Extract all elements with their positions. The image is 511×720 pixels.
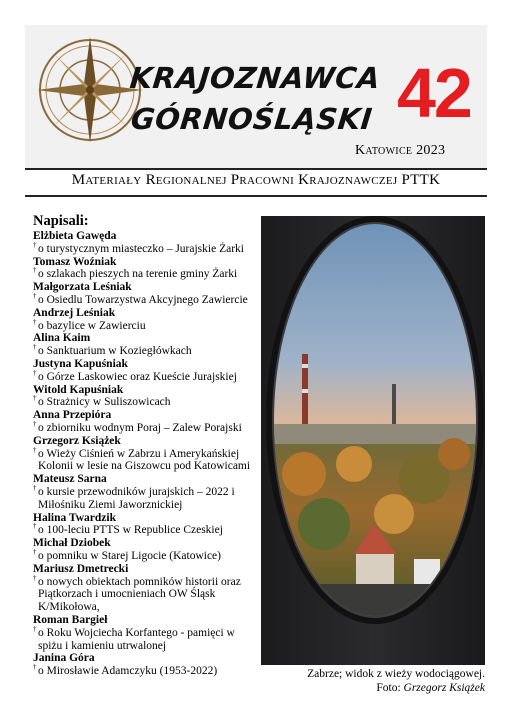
author-name: Anna Przepióra <box>33 409 112 422</box>
credit-name: Grzegorz Książek <box>403 682 485 694</box>
issue-number: 42 <box>397 54 471 132</box>
author-name: Justyna Kapuśniak <box>33 357 128 370</box>
author-name: Alina Kaim <box>33 332 91 345</box>
author-topic: † o zbiorniku wodnym Poraj – Zalew Porajski <box>33 422 261 435</box>
author-topic: † o nowych obiektach pomników historii oraz Piątkorzach i umocnieniach OW Śląsk K/Mikołowa, <box>33 576 261 614</box>
author-topic: † o Strażnicy w Suliszowicach <box>33 396 261 409</box>
author-name: Grzegorz Książek <box>33 434 121 447</box>
magazine-title-line1: KRAJOZNAWCA <box>128 61 382 95</box>
top-divider <box>25 168 487 170</box>
author-topic: † o bazylice w Zawierciu <box>33 320 261 333</box>
author-topic: † o Osiedlu Towarzystwa Akcyjnego Zawiercie <box>33 294 261 307</box>
author-topic: † o szlakach pieszych na terenie gminy Żarki <box>33 268 261 281</box>
author-name: Elżbieta Gawęda <box>33 230 117 242</box>
author-topic: † o Mirosławie Adamczyku (1953-2022) <box>33 665 261 678</box>
author-topic: † o Roku Wojciecha Korfantego - pamięci w spiżu i kamieniu utrwalonej <box>33 627 261 653</box>
author-name: Witold Kapuśniak <box>33 383 124 396</box>
author-name: Janina Góra <box>33 652 95 665</box>
caption-text: Zabrze; widok z wieży wodociągowej. <box>307 668 485 680</box>
author-name: Małgorzata Leśniak <box>33 281 132 294</box>
place-year: Katowice 2023 <box>355 143 446 158</box>
bottom-divider <box>25 195 487 197</box>
author-topic: † o turystycznym miasteczko – Jurajskie Żarki <box>33 243 261 256</box>
authors-heading: Napisali: <box>33 213 89 229</box>
author-name: Michał Dziobek <box>33 537 111 550</box>
author-topic: † o Sanktuarium w Koziegłówkach <box>33 345 261 358</box>
photo-credit <box>307 681 485 695</box>
subtitle: Materiały Regionalnej Pracowni Krajoznawczej PTTK <box>71 172 441 188</box>
author-topic: † o Górze Laskowiec oraz Kueście Jurajskiej <box>33 371 261 384</box>
magazine-title-line2: GÓRNOŚLĄSKI <box>129 102 374 136</box>
author-topic: † o Wieży Ciśnień w Zabrzu i Amerykańskiej Kolonii w lesie na Giszowcu pod Katowicami <box>33 448 261 474</box>
author-topic: † o kursie przewodników jurajskich – 2022 i Miłośniku Ziemi Jaworznickiej <box>33 486 261 512</box>
author-name: Halina Twardzik <box>33 511 116 524</box>
author-topic: † o 100-leciu PTTS w Republice Czeskiej <box>33 524 261 537</box>
photo-caption <box>307 667 485 695</box>
author-name: Mateusz Sarna <box>33 473 107 486</box>
author-topic: † o pomniku w Starej Ligocie (Katowice) <box>33 550 261 563</box>
author-name: Tomasz Woźniak <box>33 255 117 268</box>
author-name: Mariusz Dmetrecki <box>33 562 129 575</box>
authors-list <box>33 214 261 678</box>
author-name: Roman Bargieł <box>33 613 108 626</box>
author-name: Andrzej Leśniak <box>33 306 116 319</box>
masthead <box>25 25 487 170</box>
porthole-view-image <box>272 222 478 618</box>
credit-prefix: Foto: <box>376 682 401 694</box>
